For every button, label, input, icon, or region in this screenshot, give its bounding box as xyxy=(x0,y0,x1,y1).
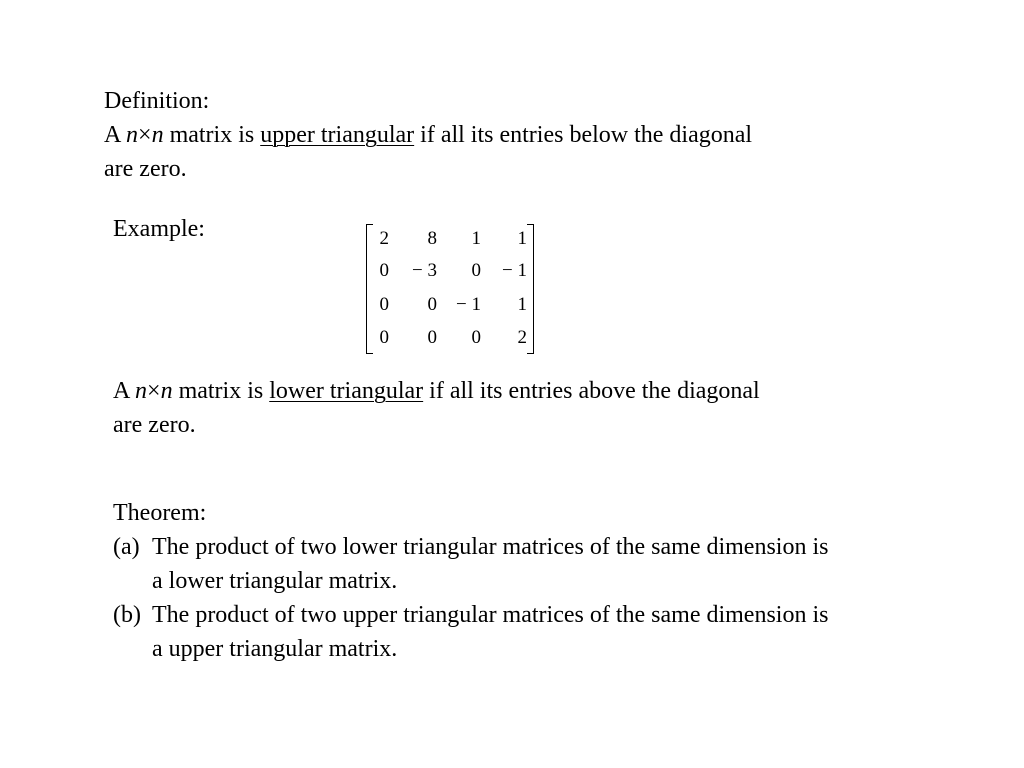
definition-suffix: if all its entries below the diagonal xyxy=(414,122,753,148)
term-lower-triangular: lower triangular xyxy=(269,378,424,404)
matrix-cell: 0 xyxy=(427,294,437,315)
term-upper-triangular: upper triangular xyxy=(260,122,415,148)
matrix-row xyxy=(363,222,537,256)
matrix-cell: 1 xyxy=(471,228,481,249)
theorem-item-body xyxy=(152,598,828,666)
matrix-cell: 1 xyxy=(517,228,527,249)
lower-definition-line-1 xyxy=(113,374,760,408)
matrix-cell: − 1 xyxy=(456,294,481,315)
matrix-cell: − 3 xyxy=(412,260,437,281)
matrix-cell: 0 xyxy=(379,294,389,315)
matrix-row xyxy=(363,254,537,288)
definition-block xyxy=(104,84,752,186)
definition-line-2: are zero. xyxy=(104,156,187,182)
theorem-item-line: a lower triangular matrix. xyxy=(152,568,398,594)
definition-mid: matrix is xyxy=(163,122,261,148)
example-label: Example: xyxy=(113,216,205,242)
theorem-item-line: The product of two lower triangular matrices of the same dimension is xyxy=(152,534,829,560)
lower-definition-mid: matrix is xyxy=(172,378,270,404)
matrix-cell: 2 xyxy=(517,327,527,348)
theorem-heading: Theorem: xyxy=(113,500,207,526)
lower-definition-prefix: A xyxy=(113,378,136,404)
variable-n: n xyxy=(151,122,164,148)
theorem-item-body xyxy=(152,530,828,598)
times-symbol: × xyxy=(147,378,161,404)
matrix-cell: 0 xyxy=(427,327,437,348)
definition-prefix: A xyxy=(104,122,127,148)
matrix-cell: 0 xyxy=(471,327,481,348)
matrix-cell: 0 xyxy=(379,260,389,281)
lower-definition-line-2: are zero. xyxy=(113,412,196,438)
variable-n: n xyxy=(135,378,148,404)
theorem-item-line: a upper triangular matrix. xyxy=(152,636,398,662)
definition-heading: Definition: xyxy=(104,88,210,114)
theorem-item-line: The product of two upper triangular matrices of the same dimension is xyxy=(152,602,829,628)
example-matrix xyxy=(363,222,537,354)
definition-line-1 xyxy=(104,118,752,152)
matrix-cell: − 1 xyxy=(502,260,527,281)
theorem-item-tag: (a) xyxy=(113,534,140,560)
matrix-cell: 2 xyxy=(379,228,389,249)
lower-definition-suffix: if all its entries above the diagonal xyxy=(423,378,760,404)
theorem-item xyxy=(113,530,829,598)
variable-n: n xyxy=(160,378,173,404)
lower-definition-block xyxy=(113,374,760,442)
matrix-row xyxy=(363,321,537,355)
matrix-cell: 0 xyxy=(471,260,481,281)
theorem-item-tag: (b) xyxy=(113,602,141,628)
theorem-item xyxy=(113,598,829,666)
matrix-cell: 1 xyxy=(517,294,527,315)
times-symbol: × xyxy=(138,122,152,148)
matrix-row xyxy=(363,288,537,322)
theorem-block xyxy=(113,496,829,666)
matrix-cell: 0 xyxy=(379,327,389,348)
matrix-cell: 8 xyxy=(427,228,437,249)
variable-n: n xyxy=(126,122,139,148)
